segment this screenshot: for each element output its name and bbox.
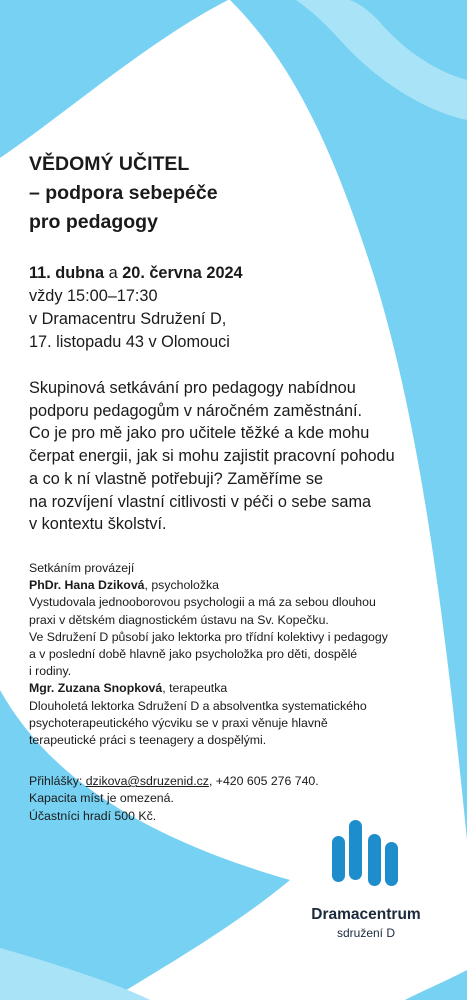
description-line: v kontextu školství. — [29, 515, 167, 534]
leader-2-bio-line: Dlouholetá lektorka Sdružení D a absolventka systematického — [29, 698, 367, 713]
leaders-heading: Setkáním provázejí — [29, 561, 135, 575]
email-link[interactable]: dzikova@sdruzenid.cz — [85, 774, 209, 788]
leader-2-name: Mgr. Zuzana Snopková — [29, 681, 163, 696]
leaders-section — [29, 560, 388, 749]
page-title — [29, 150, 218, 237]
top-left-blob — [0, 0, 228, 158]
description-line: Skupinová setkávání pro pedagogy nabídnou — [29, 379, 356, 397]
leader-2-header — [29, 680, 388, 697]
leader-1-role: , psycholožka — [144, 578, 220, 593]
event-details — [29, 262, 243, 354]
leader-2-bio-line: psychoterapeutického výcviku se v praxi věnuje hlavně — [29, 715, 328, 730]
event-venue: v Dramacentru Sdružení D, — [29, 310, 227, 328]
leader-2-bio-line: terapeutické práci s teenagery a dospělými. — [29, 733, 267, 748]
leader-1-name: PhDr. Hana Dziková — [29, 578, 145, 593]
event-address: 17. listopadu 43 v Olomouci — [29, 333, 230, 351]
logo-name: Dramacentrum — [311, 906, 421, 923]
description-line: a co k ní vlastně potřebuji? Zaměříme se — [29, 469, 324, 488]
contact-section — [29, 773, 319, 825]
leader-1-bio-line: i rodiny. — [29, 664, 72, 679]
price-note: Účastníci hradí 500 Kč. — [29, 808, 157, 823]
logo-subtitle: sdružení D — [336, 926, 396, 940]
event-dates — [29, 262, 243, 285]
registration-label: Přihlášky: — [29, 774, 86, 788]
event-date-join: a — [104, 264, 123, 282]
registration-line — [29, 773, 319, 790]
description — [29, 377, 395, 536]
leader-1-bio-line: Ve Sdružení D působí jako lektorka pro třídní kolektivy i pedagogy — [29, 629, 388, 644]
leader-1-bio-line: Vystudovala jednooborovou psychologii a má za sebou dlouhou — [29, 595, 376, 610]
event-time: vždy 15:00–17:30 — [29, 287, 158, 305]
title-line-3: pro pedagogy — [29, 211, 158, 233]
leader-2-role: , terapeutka — [162, 681, 228, 696]
leader-1-bio-line: praxi v dětském diagnostickém ústavu na Sv. Kopečku. — [29, 612, 329, 627]
bottom-right-band — [405, 970, 467, 1000]
description-line: Co je pro mě jako pro učitele těžké a kde mohu — [29, 424, 370, 443]
title-line-2: – podpora sebepéče — [29, 182, 218, 204]
description-line: podporu pedagogům v náročném zaměstnání. — [29, 401, 363, 420]
dramacentrum-logo-icon — [332, 820, 398, 890]
title-line-1: VĚDOMÝ UČITEL — [29, 153, 190, 175]
leader-1-header — [29, 577, 388, 594]
capacity-note: Kapacita míst je omezená. — [29, 791, 174, 806]
event-date-2: 20. června 2024 — [122, 264, 243, 282]
leader-1-bio-line: a v poslední době hlavně jako psycholožka pro děti, dospělé — [29, 647, 358, 662]
description-line: na rozvíjení vlastní citlivosti v péči o sebe sama — [29, 492, 372, 511]
event-date-1: 11. dubna — [29, 264, 105, 282]
description-line: čerpat energii, jak si mohu zajistit pracovní pohodu — [29, 447, 395, 466]
phone-number: , +420 605 276 740. — [208, 774, 319, 788]
